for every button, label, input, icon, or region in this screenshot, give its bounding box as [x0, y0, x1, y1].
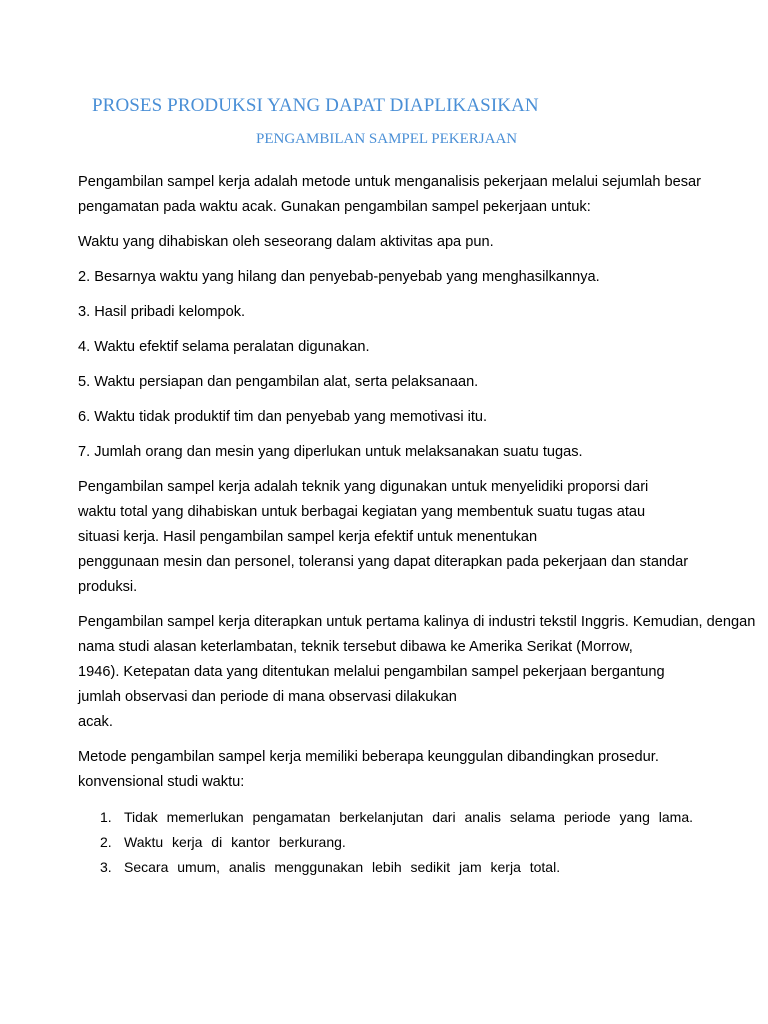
text-line: situasi kerja. Hasil pengambilan sampel kerja efektif untuk menentukan — [78, 529, 538, 545]
text-line: 2. Besarnya waktu yang hilang dan penyebab-penyebab yang menghasilkannya. — [78, 269, 600, 285]
text-line: 3. Hasil pribadi kelompok. — [78, 304, 246, 320]
text-line: jumlah observasi dan periode di mana observasi dilakukan — [78, 689, 457, 705]
list-item — [100, 805, 720, 830]
text-line: 7. Jumlah orang dan mesin yang diperlukan untuk melaksanakan suatu tugas. — [78, 444, 583, 460]
text-line: Pengambilan sampel kerja adalah teknik yang digunakan untuk menyelidiki proporsi dari — [78, 479, 649, 495]
text-line: 4. Waktu efektif selama peralatan digunakan. — [78, 339, 370, 355]
intro-paragraph — [78, 170, 766, 220]
text-line: acak. — [78, 714, 113, 730]
list-text: Tidak memerlukan pengamatan berkelanjutan dari analis selama periode yang lama. — [124, 809, 694, 825]
use-item-3 — [78, 300, 766, 325]
text-line: pengamatan pada waktu acak. Gunakan pengambilan sampel pekerjaan untuk: — [78, 199, 591, 215]
list-item — [100, 855, 720, 880]
use-item-4 — [78, 335, 766, 360]
text-line: konvensional studi waktu: — [78, 774, 245, 790]
definition-paragraph — [78, 475, 766, 600]
use-item-7 — [78, 440, 766, 465]
use-item-6 — [78, 405, 766, 430]
text-line: Metode pengambilan sampel kerja memiliki beberapa keunggulan dibandingkan prosedur. — [78, 749, 659, 765]
text-line: waktu total yang dihabiskan untuk berbagai kegiatan yang membentuk suatu tugas atau — [78, 504, 646, 520]
list-number: 3. — [100, 859, 112, 875]
text-line: Waktu yang dihabiskan oleh seseorang dalam aktivitas apa pun. — [78, 234, 494, 250]
document-title: PROSES PRODUKSI YANG DAPAT DIAPLIKASIKAN — [92, 95, 539, 116]
use-item-1 — [78, 230, 766, 255]
document-body — [78, 170, 766, 805]
advantages-list — [100, 805, 720, 880]
text-line: 6. Waktu tidak produktif tim dan penyebab yang memotivasi itu. — [78, 409, 488, 425]
list-text: Waktu kerja di kantor berkurang. — [124, 834, 346, 850]
text-line: produksi. — [78, 579, 138, 595]
text-line: Pengambilan sampel kerja adalah metode untuk menganalisis pekerjaan melalui sejumlah besar — [78, 174, 702, 190]
text-line: 5. Waktu persiapan dan pengambilan alat, serta pelaksanaan. — [78, 374, 479, 390]
use-item-5 — [78, 370, 766, 395]
list-item — [100, 830, 720, 855]
text-line: nama studi alasan keterlambatan, teknik tersebut dibawa ke Amerika Serikat (Morrow, — [78, 639, 633, 655]
document-subtitle: PENGAMBILAN SAMPEL PEKERJAAN — [256, 131, 518, 147]
text-line: 1946). Ketepatan data yang ditentukan melalui pengambilan sampel pekerjaan bergantung — [78, 664, 665, 680]
advantages-intro-paragraph — [78, 745, 766, 795]
use-item-2 — [78, 265, 766, 290]
history-paragraph — [78, 610, 766, 735]
list-number: 1. — [100, 809, 112, 825]
text-line: penggunaan mesin dan personel, toleransi yang dapat diterapkan pada pekerjaan dan standar — [78, 554, 689, 570]
list-text: Secara umum, analis menggunakan lebih sedikit jam kerja total. — [124, 859, 561, 875]
text-line: Pengambilan sampel kerja diterapkan untuk pertama kalinya di industri tekstil Inggris. Kemudian, dengan — [78, 614, 756, 630]
list-number: 2. — [100, 834, 112, 850]
